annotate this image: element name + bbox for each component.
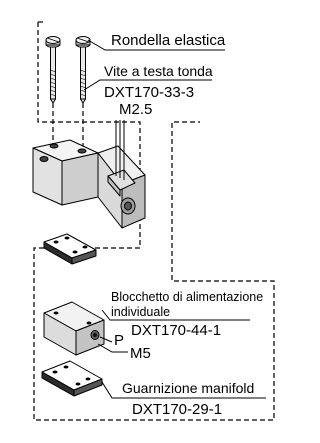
solenoid-valve bbox=[33, 120, 145, 228]
spring-washer-right bbox=[76, 37, 90, 48]
washer-label: Rondella elastica bbox=[111, 32, 226, 49]
upper-gasket bbox=[44, 234, 96, 264]
port-p-label: P bbox=[114, 332, 125, 349]
gasket-code-label: DXT170-29-1 bbox=[132, 401, 223, 418]
screw-code-label: DXT170-33-3 bbox=[104, 84, 195, 101]
supply-block-label-line1: Blocchetto di alimentazione bbox=[111, 290, 264, 304]
manifold-gasket bbox=[42, 361, 102, 396]
supply-block-code-label: DXT170-44-1 bbox=[131, 322, 222, 339]
port-thread-label: M5 bbox=[130, 345, 151, 362]
screw-label: Vite a testa tonda bbox=[104, 63, 213, 79]
supply-block-label-line2: individuale bbox=[111, 305, 171, 319]
round-head-screw-left bbox=[51, 47, 56, 103]
individual-supply-block bbox=[44, 302, 104, 355]
gasket-label: Guarnizione manifold bbox=[122, 380, 255, 396]
spring-washer-left bbox=[46, 37, 60, 48]
dashed-boundaries bbox=[34, 22, 274, 420]
screw-thread-label: M2.5 bbox=[119, 101, 153, 118]
round-head-screw-right bbox=[81, 47, 86, 103]
